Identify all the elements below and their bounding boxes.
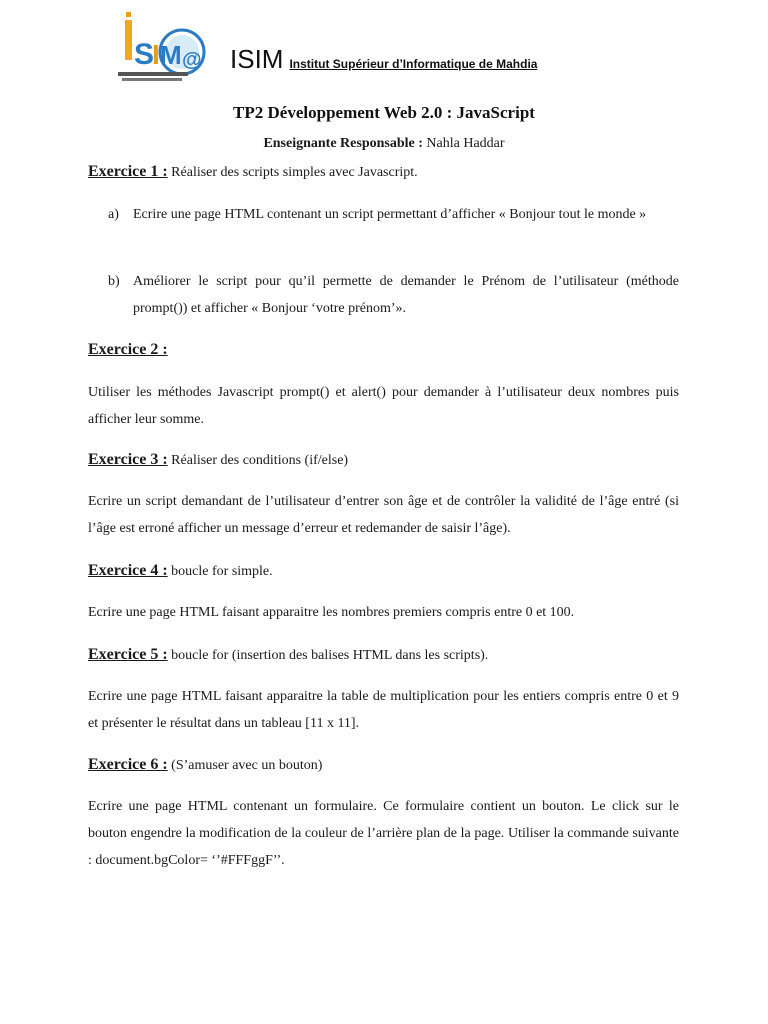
svg-text:I: I: [152, 39, 160, 70]
exercise-title: Exercice 5 :: [88, 646, 168, 663]
exercise-3-body: Ecrire un script demandant de l’utilisateur d’entrer son âge et de contrôler la validité de l’âge entré (si l’âge est erroné afficher un message d’erreur et redemander de saisir l’âge).: [88, 494, 679, 536]
document-title: TP2 Développement Web 2.0 : JavaScript: [233, 103, 535, 122]
svg-text:M: M: [160, 40, 182, 70]
exercise-4-body: Ecrire une page HTML faisant apparaitre les nombres premiers compris entre 0 et 100.: [88, 605, 575, 620]
svg-text:@: @: [182, 49, 202, 71]
exercise-title: Exercice 3 :: [88, 451, 168, 468]
exercise-5-heading: [88, 646, 488, 664]
exercise-3-heading: [88, 451, 348, 469]
header: [112, 8, 712, 88]
list-item-text: Améliorer le script pour qu’il permette de demander le Prénom de l’utilisateur (méthode prompt()) et afficher « Bonjour ‘votre prénom’».: [133, 274, 679, 316]
exercise-6-heading: [88, 756, 322, 774]
teacher-line: [0, 136, 768, 152]
svg-text:S: S: [134, 38, 155, 71]
institution-full-name: Institut Supérieur d’Informatique de Mahdia: [289, 57, 538, 71]
isim-logo: [112, 8, 210, 88]
list-item: [108, 268, 679, 322]
exercise-title: Exercice 6 :: [88, 756, 168, 773]
exercise-title: Exercice 2 :: [88, 341, 168, 358]
exercise-description: Réaliser des conditions (if/else): [167, 453, 349, 468]
exercise-5-body: Ecrire une page HTML faisant apparaitre la table de multiplication pour les entiers compris entre 0 et 9 et présenter le résultat dans un tableau [11 x 11].: [88, 689, 679, 731]
exercise-1-heading: [88, 163, 418, 181]
exercise-title: Exercice 1 :: [88, 163, 168, 180]
institution-name: [230, 44, 537, 75]
list-marker: b): [108, 274, 120, 289]
exercise-6-body: Ecrire une page HTML contenant un formulaire. Ce formulaire contient un bouton. Le click sur le bouton engendre la modification de la couleur de l’arrière plan de la page. Utiliser la commande suivante : document.bgColor= ‘’#FFFggF’’.: [88, 799, 679, 868]
list-item: [108, 201, 679, 228]
exercise-4-heading: [88, 562, 273, 580]
teacher-name: Nahla Haddar: [422, 136, 505, 151]
exercise-2-heading: [88, 341, 168, 359]
exercise-description: Réaliser des scripts simples avec Javascript.: [167, 165, 418, 180]
exercise-title: Exercice 4 :: [88, 562, 168, 579]
list-marker: a): [108, 207, 119, 222]
exercise-description: boucle for (insertion des balises HTML dans les scripts).: [167, 648, 489, 663]
exercise-description: (S’amuser avec un bouton): [167, 758, 323, 773]
exercise-2-body: Utiliser les méthodes Javascript prompt() et alert() pour demander à l’utilisateur deux nombres puis afficher leur somme.: [88, 385, 679, 427]
teacher-label: Enseignante Responsable :: [263, 136, 423, 151]
institution-acronym: ISIM: [230, 44, 284, 74]
list-item-text: Ecrire une page HTML contenant un script permettant d’afficher « Bonjour tout le monde »: [133, 207, 647, 222]
exercise-description: boucle for simple.: [167, 564, 273, 579]
